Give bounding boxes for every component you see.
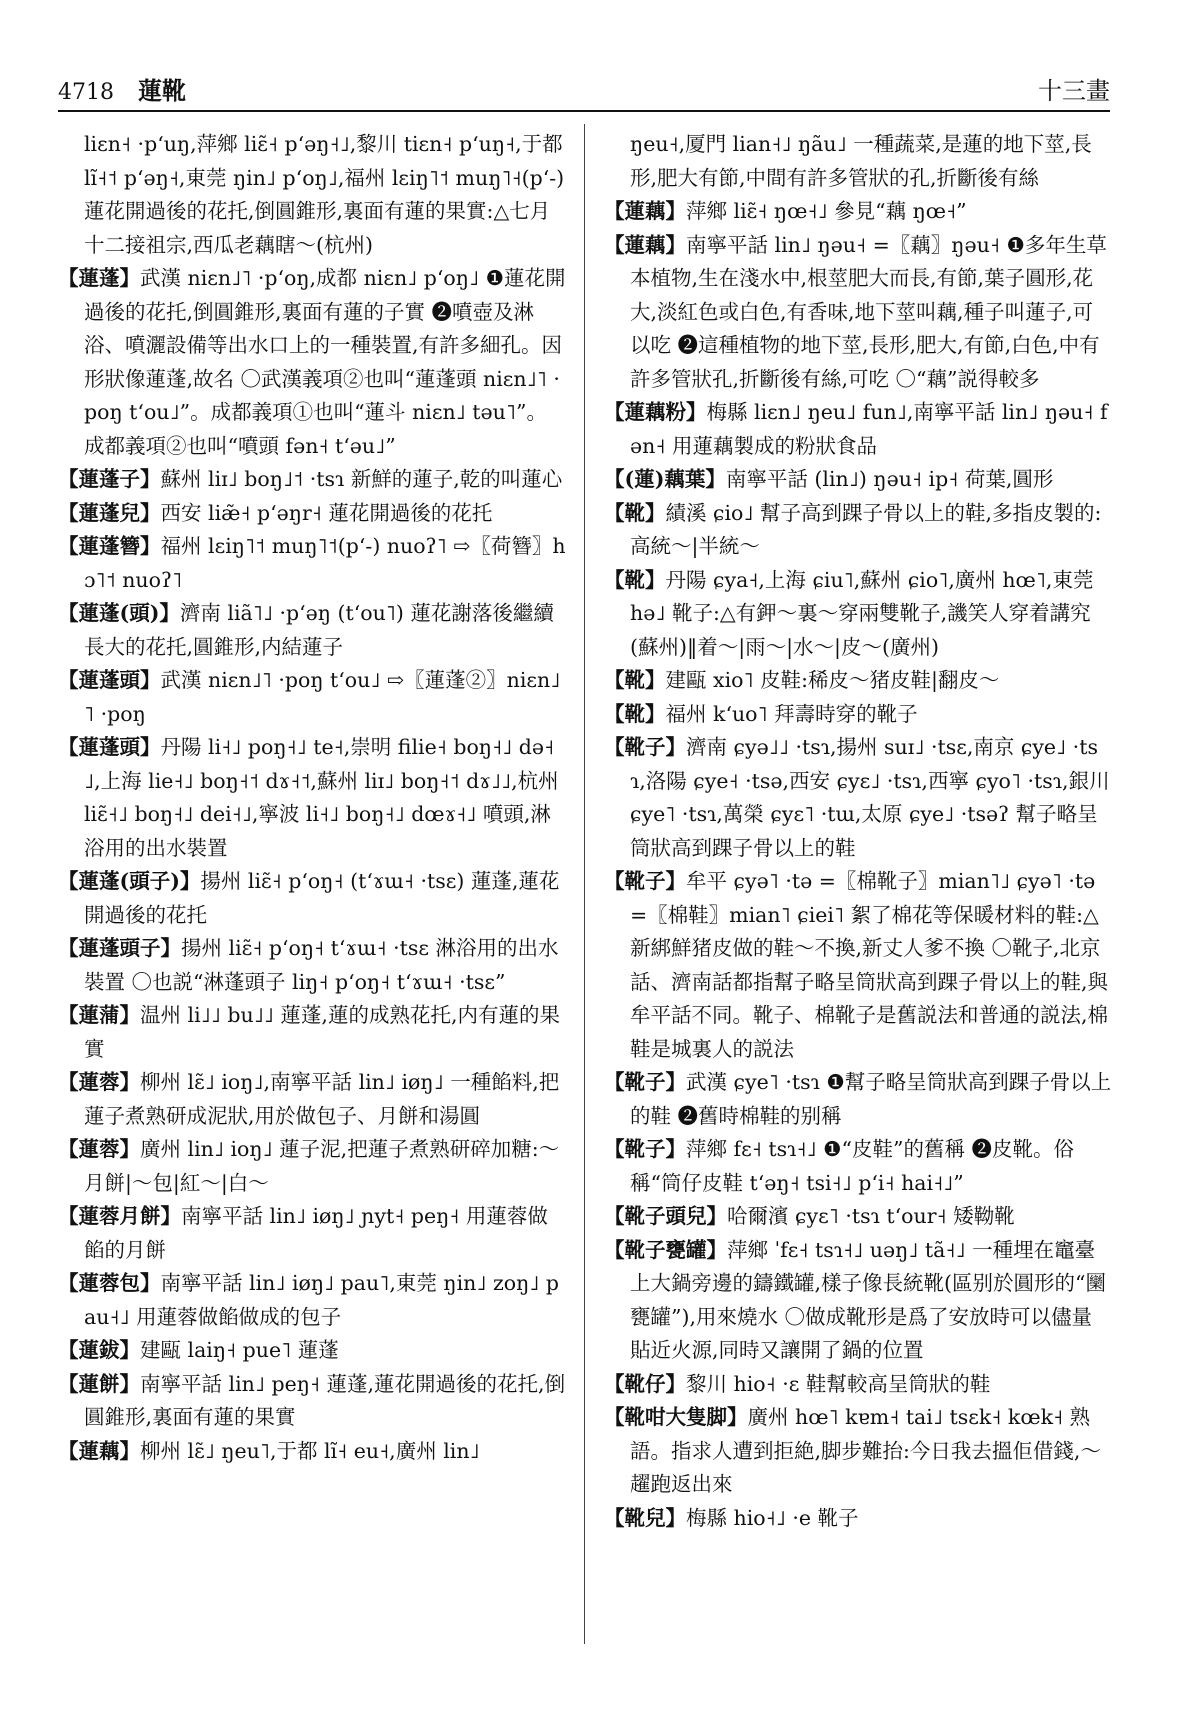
column-divider [584,124,585,1644]
dictionary-entry [604,731,1112,865]
dictionary-entry [58,497,566,531]
entry-text: 武漢 niɛn˩˥ ·pʻoŋ,成都 niɛn˩ pʻoŋ˩ ❶蓮花開過後的花托,倒圓錐形,裏面有蓮的子實 ❷噴壺及淋浴、噴灑設備等出水口上的一種裝置,有許多細孔。因形狀像蓮蓬,故名 〇武漢義項②也叫“蓮蓬頭 niɛn˩˥ ·poŋ tʻou˩”。成都義項①也叫“蓮斗 niɛn˩ təu˥”。成都義項②也叫“噴頭 fən˧ tʻəu˩” [84,266,566,458]
entry-headword: 【(蓮)藕葉】 [604,467,726,491]
dictionary-entry [58,128,566,262]
entry-text: 建甌 xio˥ 皮鞋:稀皮～猪皮鞋|翻皮～ [665,668,1000,692]
entry-text: 武漢 ɕye˥ ·tsɿ ❶幫子略呈筒狀高到踝子骨以上的鞋 ❷舊時棉鞋的别稱 [630,1070,1112,1128]
entry-headword: 【蓮藕】 [58,1438,140,1463]
dictionary-entry [58,1200,566,1267]
entry-headword: 【蓮藕】 [604,232,686,257]
entry-text: 濟南 liã˥˩ ·pʻəŋ (tʻou˥) 蓮花謝落後繼續長大的花托,圓錐形,内結蓮子 [84,601,554,659]
entry-text: 福州 kʻuo˥ 拜壽時穿的靴子 [665,701,918,726]
dictionary-entry [58,1133,566,1200]
entry-headword: 【靴】 [604,567,666,592]
entry-headword: 【靴子】 [604,1137,686,1161]
entry-text: 南寧平話 lin˩ iøŋ˩ pau˥,東莞 ŋin˩ zoŋ˩ pau˧˩ 用蓮蓉做餡做成的包子 [84,1271,560,1329]
dictionary-entry [58,1334,566,1368]
entry-text: 萍鄉 ˈfɛ˧ tsɿ˧˩ uəŋ˩ tã˧˩ 一種埋在竈臺上大鍋旁邊的鑄鐵罐,樣子像長統靴(區别於圓形的“圞甕罐”),用來燒水 〇做成靴形是爲了安放時可以儘量貼近火源,同時又讓開了鍋的位置 [630,1237,1106,1362]
entry-text: 黎川 hio˧ ·ɛ 鞋幫較高呈筒狀的鞋 [686,1371,991,1396]
dictionary-entry [58,664,566,731]
entry-headword: 【蓮蓉】 [58,1137,140,1161]
entry-headword: 【蓮蓬兒】 [58,500,161,525]
dictionary-entry [604,463,1112,497]
entry-text: 南寧平話 lin˩ peŋ˧ 蓮蓬,蓮花開過後的花托,倒圓錐形,裏面有蓮的果實 [84,1371,566,1429]
entry-headword: 【蓮蓬(頭)】 [58,601,180,625]
dictionary-entry [604,1133,1112,1200]
dictionary-entry [604,564,1112,665]
entry-text: 哈爾濱 ɕyɛ˥ ·tsɿ tʻour˧ 矮靿靴 [727,1204,1015,1228]
dictionary-entry [58,1066,566,1133]
entry-text: 温州 li˩˩ bu˩˩ 蓮蓬,蓮的成熟花托,内有蓮的果實 [84,1003,560,1061]
entry-headword: 【靴】 [604,668,666,692]
dictionary-entry [604,1234,1112,1368]
right-column [604,128,1112,1535]
dictionary-entry [58,1368,566,1435]
entry-headword: 【蓮餅】 [58,1371,140,1396]
dictionary-entry [604,396,1112,463]
dictionary-entry [604,1200,1112,1234]
entry-headword: 【蓮蓬子】 [58,467,161,491]
header-head-word: 蓮靴 [138,76,186,105]
entry-text: 南寧平話 (lin˩) ŋəu˧ ip˧ 荷葉,圓形 [725,467,1054,491]
dictionary-entry [58,731,566,865]
entry-headword: 【蓮蓉】 [58,1070,140,1094]
dictionary-entry [604,128,1112,195]
entry-text: 牟平 ɕyə˥ ·tə =〖棉靴子〗mian˥˩ ɕyə˥ ·tə =〖棉鞋〗mian˥ ɕiei˥ 絮了棉花等保暖材料的鞋:△新綁鮮猪皮做的鞋～不換,新丈人爹不換 〇靴子,北京話、濟南話都指幫子略呈筒狀高到踝子骨以上的鞋,與牟平話不同。靴子、棉靴子是舊説法和普通的説法,棉鞋是城裏人的説法 [630,869,1109,1061]
dictionary-entry [604,1401,1112,1502]
entry-headword: 【蓮藕】 [604,199,686,223]
dictionary-entry [58,262,566,463]
entry-text: 廣州 lin˩ ioŋ˩ 蓮子泥,把蓮子煮熟研碎加糖:～月餅|～包|紅～|白～ [84,1137,560,1195]
entry-headword: 【靴】 [604,500,666,525]
dictionary-entry [604,1066,1112,1133]
entry-text: 梅縣 liɛn˩ ŋeu˩ fun˩,南寧平話 lin˩ ŋəu˧ fən˧ 用蓮藕製成的粉狀食品 [630,400,1108,458]
entry-text: 廣州 hœ˥ kɐm˧ tai˩ tsɛk˧ kœk˧ 熟語。指求人遭到拒絶,脚步難抬:今日我去搵佢借錢,～趯跑返出來 [630,1405,1101,1496]
entry-text: ŋeu˧,厦門 lian˧˩ ŋãu˩ 一種蔬菜,是蓮的地下莖,長形,肥大有節,中間有許多管狀的孔,折斷後有絲 [630,132,1092,190]
entry-headword: 【蓮鈸】 [58,1338,140,1362]
entry-headword: 【蓮蓉包】 [58,1271,161,1295]
entry-headword: 【蓮藕粉】 [604,400,707,424]
entry-text: 丹陽 li˧˩ poŋ˧˩ te˧,崇明 filie˧ boŋ˧˩ də˧˩,上海 lie˧˩ boŋ˧˦ dɤ˧˦,蘇州 liɪ˩ boŋ˧˦ dɤ˩˩,杭州 liɛ̃˧˩ boŋ˧˩ dei˧˩,寧波 li˧˩ boŋ˧˩ dœɤ˧˩ 噴頭,淋浴用的出水裝置 [84,735,559,860]
dictionary-entry [58,865,566,932]
entry-headword: 【靴仔】 [604,1371,686,1396]
entry-text: 福州 lɛiŋ˥˦ muŋ˥˦(pʻ-) nuoʔ˥ ⇨〖荷簪〗hɔ˥˦ nuoʔ˥ [84,534,566,592]
entry-text: 柳州 lɛ̃˩ ioŋ˩,南寧平話 lin˩ iøŋ˩ 一種餡料,把蓮子煮熟研成泥狀,用於做包子、月餅和湯圓 [84,1070,560,1128]
entry-text: 揚州 liɛ̃˧ pʻoŋ˧ (tʻɤɯ˧ ·tsɛ) 蓮蓬,蓮花開過後的花托 [84,869,560,927]
entry-headword: 【靴】 [604,701,666,726]
dictionary-entry [58,1435,566,1469]
header-left [58,71,186,106]
dictionary-entry [604,1502,1112,1536]
entry-text: 丹陽 ɕya˧,上海 ɕiu˥,蘇州 ɕio˥,廣州 hœ˥,東莞 hə˩ 靴子:△有鉀～裏～穿兩雙靴子,譏笑人穿着講究(蘇州)‖着～|雨～|水～|皮～(廣州) [630,567,1094,659]
entry-headword: 【靴兒】 [604,1505,686,1530]
entry-text: 萍鄉 liɛ̃˧ ŋœ˧˩ 參見“藕 ŋœ˧” [686,199,967,223]
dictionary-entry [58,999,566,1066]
entry-headword: 【蓮蓬簪】 [58,534,161,558]
entry-headword: 【靴子頭兒】 [604,1204,727,1228]
dictionary-entry [604,698,1112,732]
dictionary-entry [58,530,566,597]
entry-text: liɛn˧ ·pʻuŋ,萍鄉 liɛ̃˧ pʻəŋ˧˩,黎川 tiɛn˧ pʻuŋ˧,于都 lĩ˧˦ pʻəŋ˧,東莞 ŋin˩ pʻoŋ˩,福州 lɛiŋ˥˦ muŋ˥˧(pʻ-) 蓮花開過後的花托,倒圓錐形,裏面有蓮的果實:△七月十二接祖宗,西瓜老藕瞎～(杭州) [84,132,565,257]
entry-text: 萍鄉 fɛ˧ tsɿ˧˩ ❶“皮鞋”的舊稱 ❷皮靴。俗稱“筒仔皮鞋 tʻəŋ˧ tsi˧˩ pʻi˧ hai˧˩” [630,1137,1074,1195]
entry-text: 揚州 liɛ̃˧ pʻoŋ˧ tʻɤɯ˧ ·tsɛ 淋浴用的出水裝置 〇也説“淋蓬頭子 liŋ˧ pʻoŋ˧ tʻɤɯ˧ ·tsɛ” [84,936,559,994]
page-number: 4718 [58,80,114,105]
entry-headword: 【蓮蓬】 [58,266,140,290]
entry-headword: 【靴咁大隻脚】 [604,1405,748,1429]
entry-text: 蘇州 liɪ˩ boŋ˩˦ ·tsɿ 新鮮的蓮子,乾的叫蓮心 [160,467,563,491]
entry-text: 柳州 lɛ̃˩ ŋeu˥,于都 lĩ˧ eu˧,廣州 lin˩ [140,1438,480,1463]
entry-headword: 【蓮蓬頭】 [58,735,161,759]
entry-headword: 【蓮蓬頭】 [58,668,161,692]
page-header [58,62,1110,112]
entry-text: 績溪 ɕio˩ 幫子高到踝子骨以上的鞋,多指皮製的:高統～|半統～ [630,500,1102,558]
dictionary-entry [58,932,566,999]
dictionary-entry [58,1267,566,1334]
entry-text: 梅縣 hio˧˩ ·e 靴子 [686,1505,859,1530]
dictionary-entry [58,463,566,497]
entry-headword: 【靴子】 [604,735,686,759]
dictionary-entry [604,195,1112,229]
entry-text: 南寧平話 lin˩ ŋəu˧ =〖藕〗ŋəu˧ ❶多年生草本植物,生在淺水中,根莖肥大而長,有節,葉子圓形,花大,淡紅色或白色,有香味,地下莖叫藕,種子叫蓮子,可以吃 ❷這種植物的地下莖,長形,肥大,有節,白色,中有許多管狀孔,折斷後有絲,可吃 〇“藕”説得較多 [630,232,1107,391]
dictionary-entry [604,497,1112,564]
entry-headword: 【蓮蒲】 [58,1003,140,1027]
entry-text: 南寧平話 lin˩ iøŋ˩ ɲyt˧ peŋ˧ 用蓮蓉做餡的月餅 [84,1204,548,1262]
entry-text: 西安 liæ̃˧ pʻəŋr˧ 蓮花開過後的花托 [160,500,493,525]
entry-headword: 【蓮蓉月餅】 [58,1204,181,1228]
entry-headword: 【蓮蓬(頭子)】 [58,869,201,893]
entry-text: 建甌 laiŋ˧ pue˥ 蓮蓬 [140,1338,339,1362]
dictionary-entry [58,597,566,664]
header-section: 十三畫 [1038,77,1110,105]
entry-headword: 【靴子】 [604,869,686,893]
left-column [58,128,566,1468]
entry-headword: 【靴子】 [604,1070,686,1094]
dictionary-entry [604,229,1112,397]
entry-text: 濟南 ɕyə˩˩ ·tsɿ,揚州 suɪ˩ ·tsɛ,南京 ɕye˩ ·tsɿ,洛陽 ɕye˧ ·tsə,西安 ɕyɛ˩ ·tsɿ,西寧 ɕyo˥ ·tsɿ,銀川 ɕye˥ ·tsɿ,萬榮 ɕyɛ˥ ·tɯ,太原 ɕye˩ ·tsəʔ 幫子略呈筒狀高到踝子骨以上的鞋 [630,735,1110,860]
dictionary-entry [604,664,1112,698]
entry-headword: 【靴子甕罐】 [604,1237,727,1262]
entry-headword: 【蓮蓬頭子】 [58,936,181,960]
dictionary-entry [604,865,1112,1066]
entry-text: 武漢 niɛn˩˥ ·poŋ tʻou˩ ⇨〖蓮蓬②〗niɛn˩˥ ·poŋ [84,668,561,726]
dictionary-entry [604,1368,1112,1402]
